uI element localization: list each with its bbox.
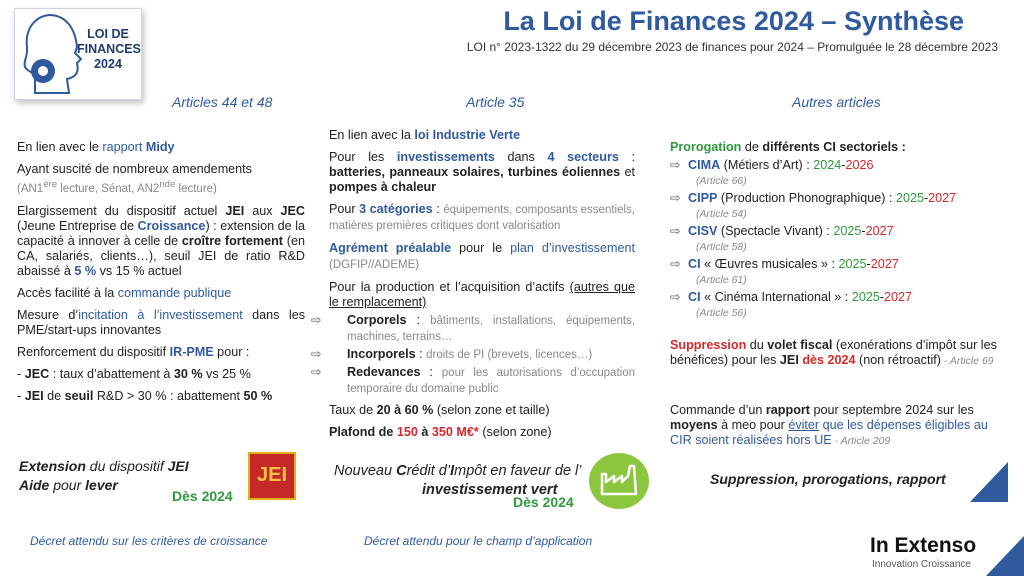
text: :	[415, 347, 427, 361]
list-item: ⇨ CIMA (Métiers d’Art) : 2024-2026 (Article 66)	[670, 158, 874, 187]
text: (autres que le remplacement)	[329, 280, 635, 309]
text: I	[450, 463, 455, 479]
text: Corporels	[347, 313, 407, 327]
text: 2025	[838, 257, 867, 271]
text: rapport	[765, 403, 810, 417]
arrow-right-icon: ⇨	[670, 191, 681, 205]
text: Agrément préalable	[329, 241, 452, 255]
text: Mesure d’	[17, 307, 79, 322]
col2-footnote: Décret attendu pour le champ d’application	[364, 534, 593, 548]
col2-para	[329, 202, 635, 234]
text: 50 %	[243, 388, 273, 403]
text: ) : extension de la capacité à innover à celle de	[17, 218, 305, 248]
text: lecture, Sénat, AN2	[57, 182, 160, 195]
text: Extension	[19, 458, 86, 474]
text: (exonérations d’impôt sur les bénéfices) pour les	[670, 338, 997, 367]
text: droits de PI (brevets, licences…)	[426, 349, 593, 361]
text: :	[420, 365, 442, 379]
arrow-right-icon: ⇨	[670, 224, 681, 238]
list-item: ⇨ CI « Œuvres musicales » : 2025-2027 (Article 61)	[670, 257, 899, 286]
text: pompes à chaleur	[329, 180, 437, 194]
text: Redevances	[347, 365, 421, 379]
text: moyens	[670, 418, 718, 432]
text: Croissance	[137, 218, 206, 233]
text: (Métiers d’Art) :	[720, 158, 814, 172]
text: Nouveau	[334, 463, 397, 479]
col2-para	[329, 241, 635, 273]
text: vs 25 %	[202, 366, 251, 381]
text: Suppression	[670, 338, 747, 352]
text: 2027	[884, 290, 913, 304]
text: En lien avec la	[329, 128, 415, 142]
text: de	[741, 140, 763, 154]
text: -	[17, 366, 25, 381]
text: 4 secteurs	[547, 150, 619, 164]
col3-report	[670, 403, 1005, 449]
list-item	[311, 313, 635, 345]
text: à meo pour	[717, 418, 789, 432]
text: dans	[494, 150, 548, 164]
text: (Article 58)	[696, 241, 747, 253]
list-item: ⇨ CI « Cinéma International » : 2025-2027 (Article 56)	[670, 290, 913, 319]
text: 150	[396, 425, 418, 439]
text: En lien avec le	[17, 140, 103, 154]
text: (Jeune Entreprise de	[17, 218, 138, 233]
text: vs 15 % actuel	[96, 263, 182, 278]
text: (Article 61)	[696, 274, 747, 286]
text: de	[43, 388, 65, 403]
text: (Article 54)	[696, 208, 747, 220]
text: investissement vert	[422, 482, 558, 498]
text: Incorporels	[347, 347, 416, 361]
col3-callout: Suppression, prorogations, rapport	[710, 471, 946, 487]
text: et	[620, 165, 635, 179]
text: (non rétroactif)	[855, 353, 941, 367]
col1-para	[17, 367, 305, 382]
arrow-right-icon: ⇨	[670, 290, 681, 304]
text: dans les PME/start-ups innovantes	[17, 307, 305, 337]
logo-line: 2024	[94, 57, 122, 71]
text: du dispositif	[85, 458, 168, 474]
arrow-right-icon: ⇨	[670, 257, 681, 271]
badge-text: JEI	[256, 464, 288, 486]
text: JEI	[225, 203, 245, 218]
text: batteries, panneaux solaires, turbines éoliennes	[329, 165, 621, 179]
text: lever	[85, 477, 118, 493]
text: CISV	[688, 224, 718, 238]
text: -	[17, 388, 25, 403]
text: JEC	[280, 203, 305, 218]
text: investissements	[396, 150, 495, 164]
text: à	[417, 425, 432, 439]
text: pour le	[451, 241, 511, 255]
text: 2025	[851, 290, 880, 304]
col1-para	[17, 286, 305, 301]
text: Pour	[329, 202, 360, 216]
text: :	[898, 140, 906, 154]
text: (Spectacle Vivant) :	[717, 224, 834, 238]
text: 350 M€*	[431, 425, 479, 439]
text: ère	[43, 179, 58, 190]
col1-heading: Articles 44 et 48	[172, 94, 273, 110]
text: 2027	[870, 257, 899, 271]
text: :	[618, 150, 635, 164]
col3-para	[670, 140, 1005, 155]
brand-tagline: Innovation Croissance	[872, 559, 971, 570]
text: Elargissement du dispositif actuel	[17, 203, 226, 218]
text: nde	[159, 179, 176, 190]
text: « Cinéma International » :	[700, 290, 852, 304]
arrow-right-icon: ⇨	[670, 158, 681, 172]
col1-since: Dès 2024	[172, 488, 233, 504]
text: JEI	[167, 458, 189, 474]
text: Plafond de	[329, 425, 397, 439]
text: Ayant suscité de nombreux amendements	[17, 162, 252, 176]
text: bâtiments, installations, équipements, machines, terrains…	[347, 315, 635, 343]
logo-text	[77, 27, 139, 72]
text: (Production Phonographique) :	[717, 191, 896, 205]
col2-since: Dès 2024	[513, 494, 574, 510]
factory-icon	[588, 452, 650, 510]
col2-para	[329, 150, 635, 195]
text	[17, 179, 217, 195]
col2-para	[329, 425, 635, 440]
text: :	[432, 202, 444, 216]
text: rédit d’	[406, 463, 451, 479]
col1-para	[17, 140, 305, 155]
text: IR-PME	[169, 344, 214, 359]
text: Commande d’un	[670, 403, 766, 417]
text: Taux de	[329, 403, 377, 417]
col2-heading: Article 35	[466, 94, 525, 110]
text: JEI	[779, 353, 799, 367]
list-item: ⇨ CISV (Spectacle Vivant) : 2025-2027 (Article 58)	[670, 224, 894, 253]
text: mpôt en faveur de l’	[454, 463, 582, 479]
asset-list	[311, 313, 635, 397]
arrow-right-icon: ⇨	[311, 347, 322, 361]
text: JEC	[24, 366, 50, 381]
text: croître fortement	[181, 233, 283, 248]
text: lecture)	[175, 182, 217, 195]
text: Renforcement du dispositif	[17, 344, 170, 359]
text: 2025	[895, 191, 924, 205]
text: 5 %	[74, 263, 97, 278]
arrow-right-icon: ⇨	[311, 365, 322, 379]
corner-triangle-decoration	[970, 462, 1008, 502]
list-item	[311, 347, 635, 363]
text: volet fiscal	[767, 338, 833, 352]
text: rapport	[102, 140, 146, 154]
corner-triangle-decoration	[986, 536, 1024, 576]
text: - Article 69	[940, 355, 994, 367]
jei-badge	[248, 452, 296, 500]
text: 2025	[833, 224, 862, 238]
logo-line: FINANCES	[77, 42, 141, 56]
col1-body	[17, 140, 305, 411]
text: 2027	[928, 191, 957, 205]
col1-para	[17, 308, 305, 338]
col2-para	[329, 280, 635, 310]
text: loi Industrie Verte	[414, 128, 521, 142]
list-item: ⇨ CIPP (Production Phonographique) : 2025-2027 (Article 54)	[670, 191, 957, 220]
logo-line: LOI DE	[87, 27, 129, 41]
text: CIMA	[688, 158, 721, 172]
text: équipements, composants essentiels, matières premières critiques dont valorisation	[329, 204, 635, 232]
text: Pour la production et l’acquisition d’actifs	[329, 280, 570, 294]
col1-footnote: Décret attendu sur les critères de croissance	[30, 534, 268, 548]
text: (selon zone et taille)	[433, 403, 550, 417]
col2-body	[311, 128, 635, 447]
col2-para	[329, 403, 635, 418]
text: Midy	[145, 140, 175, 154]
text: pour les autorisations d’occupation temporaire du domaine public	[347, 367, 635, 395]
text: CIPP	[688, 191, 718, 205]
text: - Article 209	[831, 435, 891, 447]
col1-callout	[19, 457, 189, 495]
page-subtitle: LOI n° 2023-1322 du 29 décembre 2023 de finances pour 2024 – Promulguée le 28 décembre 2023	[466, 40, 998, 54]
ci-list	[670, 158, 1005, 321]
text: (AN1	[17, 182, 44, 195]
text: 2026	[845, 158, 874, 172]
col1-para	[17, 389, 305, 404]
text: (Article 56)	[696, 307, 747, 319]
text: CI	[688, 290, 701, 304]
text: (Article 66)	[696, 175, 747, 187]
text: pour :	[213, 344, 250, 359]
text: CI	[688, 257, 701, 271]
text: R&D > 30 % : abattement	[93, 388, 244, 403]
text: seuil	[64, 388, 94, 403]
text: :	[406, 313, 431, 327]
text: 20 à 60 %	[376, 403, 434, 417]
text: différents CI sectoriels	[762, 140, 899, 154]
text: du	[746, 338, 768, 352]
text: (en CA, salariés, clients…), seuil JEI de ratio R&D abaissé à	[17, 233, 305, 278]
col1-para	[17, 204, 305, 279]
text: 30 %	[173, 366, 203, 381]
arrow-right-icon: ⇨	[311, 313, 322, 327]
text: Prorogation	[670, 140, 742, 154]
text: JEI	[24, 388, 44, 403]
text: pour	[49, 477, 86, 493]
law-logo	[14, 8, 142, 100]
text: 2024	[813, 158, 842, 172]
col3-suppression	[670, 338, 1005, 369]
text: Accès facilité à la	[17, 285, 118, 300]
profile-face-icon	[19, 13, 83, 95]
text: aux	[244, 203, 281, 218]
text: 2027	[865, 224, 894, 238]
text: incitation à l’investissement	[78, 307, 243, 322]
text: Aide	[19, 477, 50, 493]
text: C	[396, 463, 407, 479]
brand-name: In Extenso	[870, 534, 977, 557]
col1-para	[17, 345, 305, 360]
list-item	[311, 365, 635, 397]
text: Pour les	[329, 150, 397, 164]
text: commande publique	[117, 285, 232, 300]
text: dès 2024	[798, 353, 856, 367]
col3-body	[670, 140, 1005, 323]
text: (selon zone)	[478, 425, 552, 439]
text: que les dépenses éligibles au CIR soient réalisées hors UE	[670, 418, 988, 447]
col2-para	[329, 128, 635, 143]
page-title: La Loi de Finances 2024 – Synthèse	[503, 6, 964, 36]
col1-para	[17, 162, 305, 197]
text: « Œuvres musicales » :	[700, 257, 839, 271]
text: : taux d’abattement à	[49, 366, 174, 381]
col3-heading: Autres articles	[792, 94, 881, 110]
text: (DGFIP//ADEME)	[329, 259, 420, 271]
text: plan d’investissement	[510, 241, 635, 255]
text: 3 catégories	[359, 202, 433, 216]
text: pour septembre 2024 sur les	[809, 403, 974, 417]
text: éviter	[788, 418, 820, 432]
